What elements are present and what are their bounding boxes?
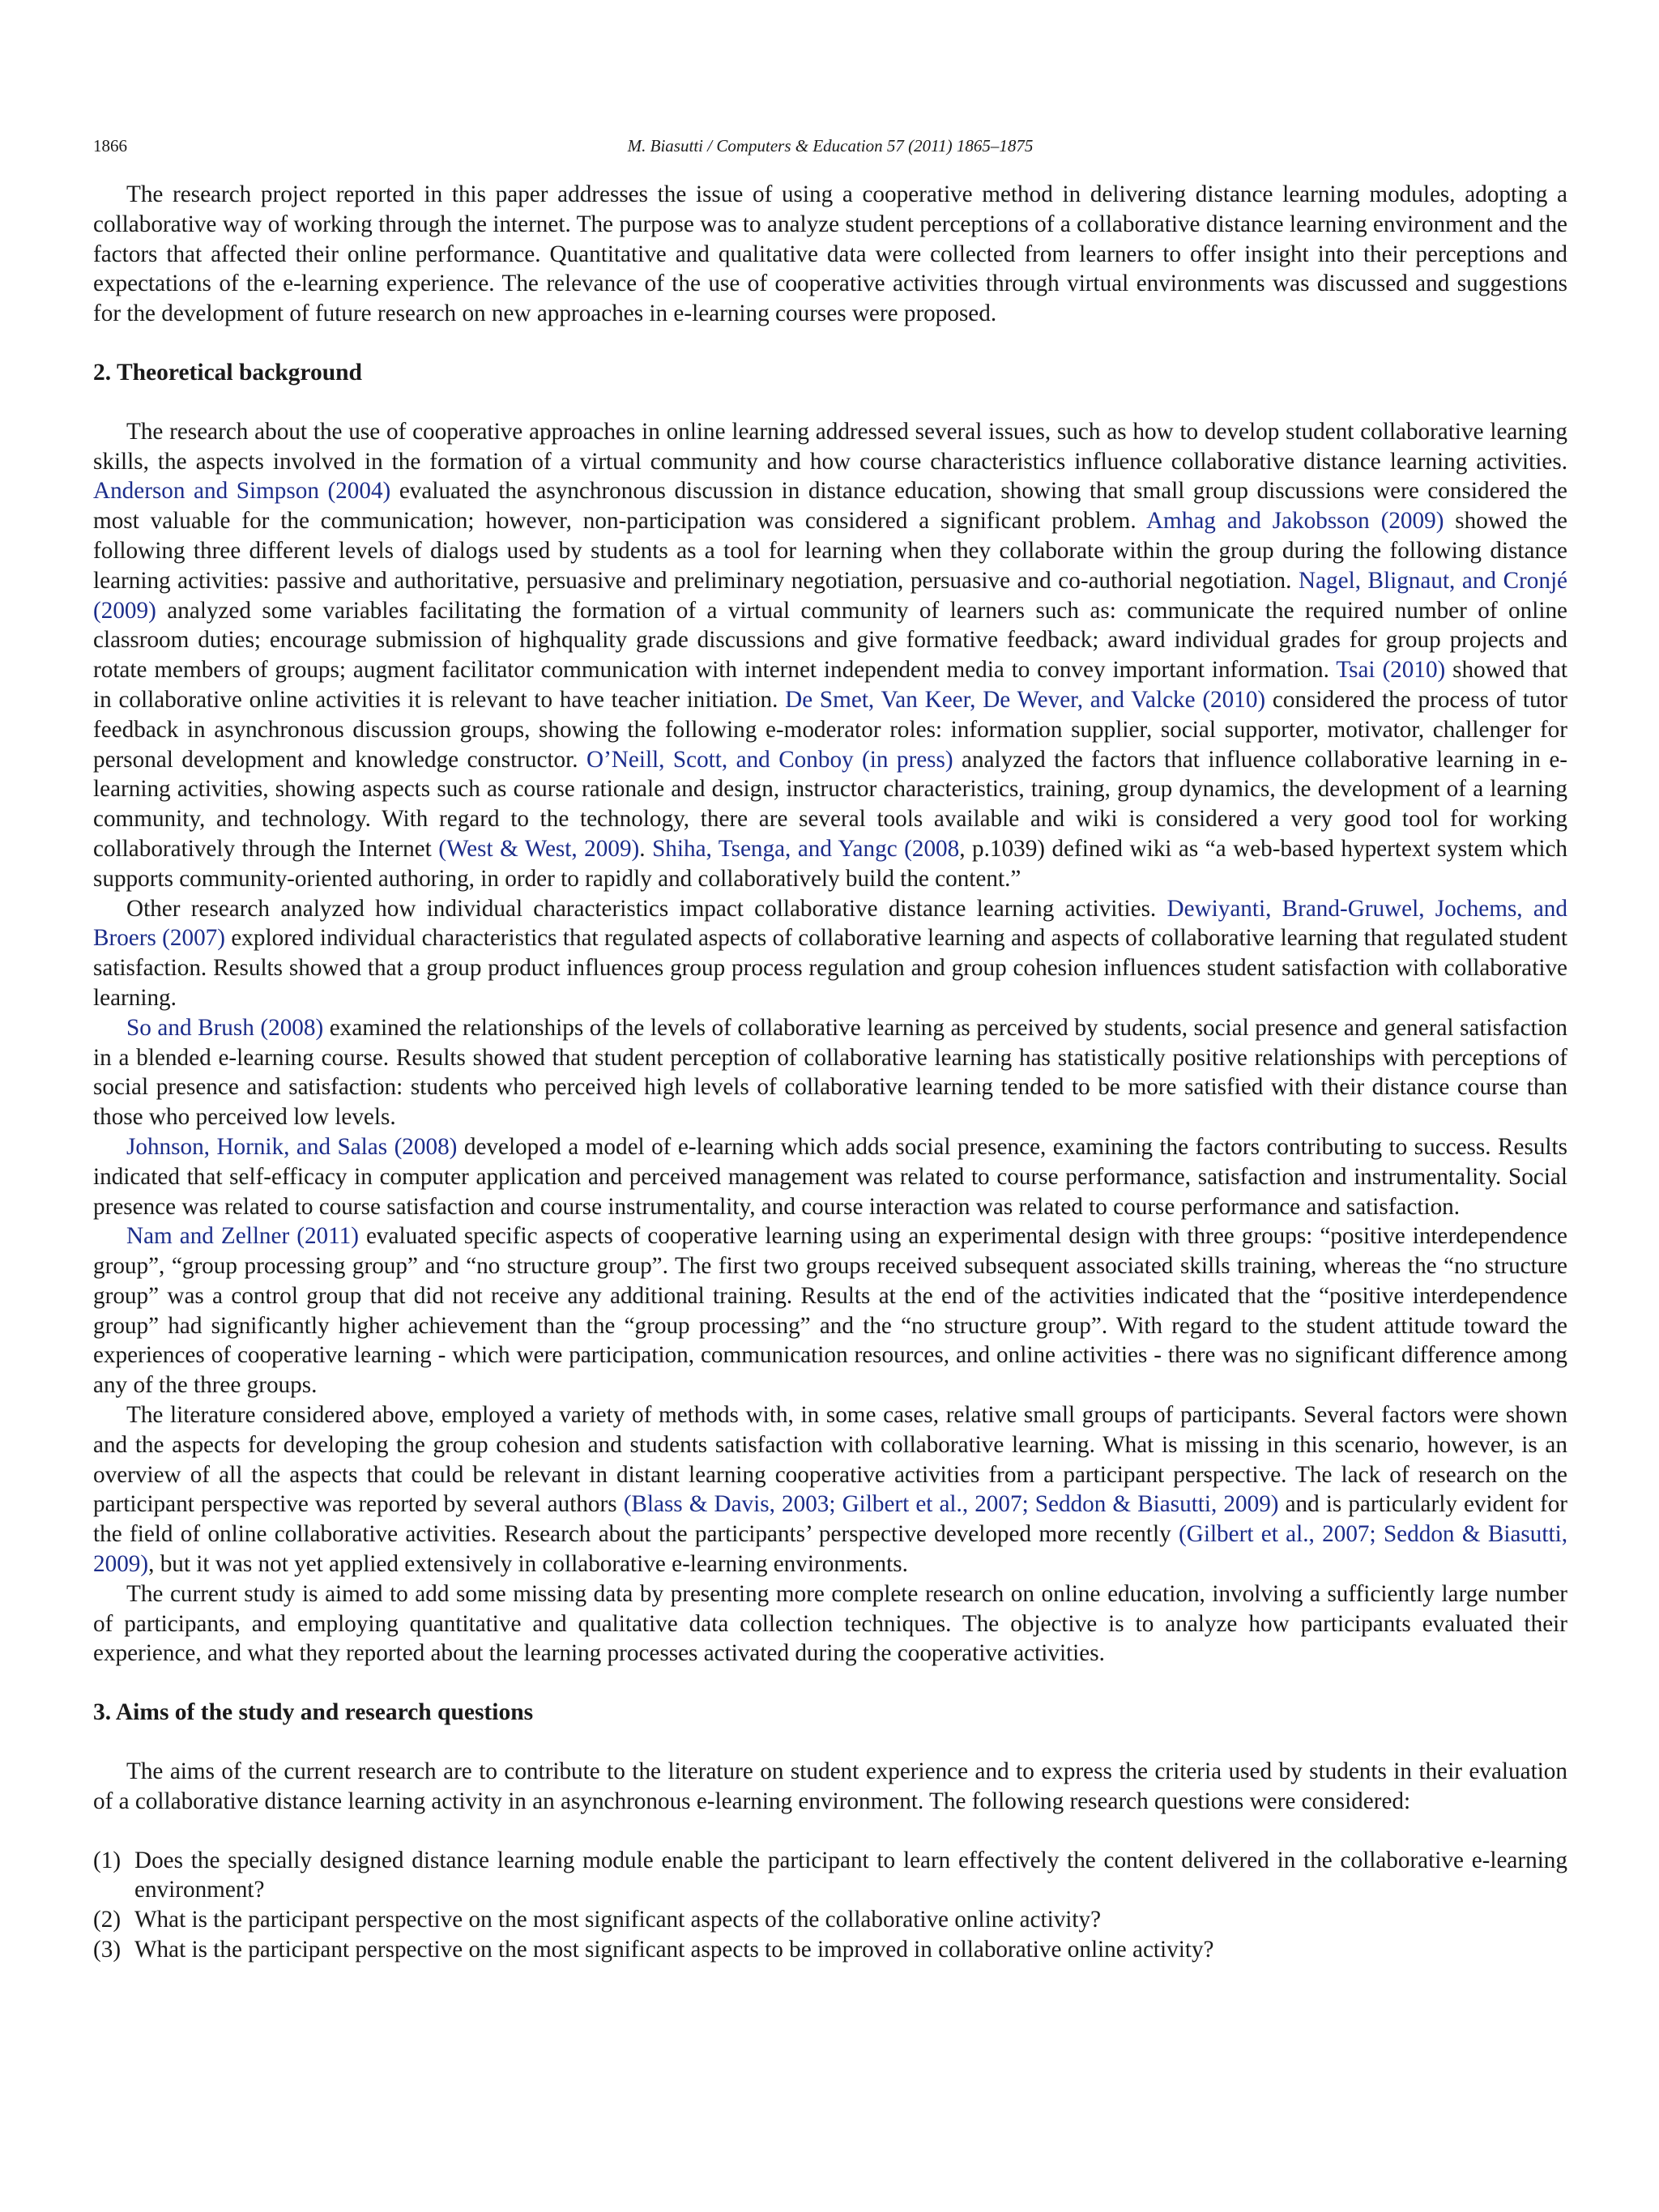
page-number: 1866	[93, 136, 127, 156]
paragraph-text: Other research analyzed how individual characteristics impact collaborative distance learning activities.	[126, 895, 1167, 922]
citation-link[interactable]: Dewiyanti, Brand-Gruwel, Jochems, and Broers (2007)	[93, 895, 1567, 952]
section-heading-theoretical-background: 2. Theoretical background	[93, 359, 362, 386]
citation-link[interactable]: Amhag and Jakobsson (2009)	[1145, 508, 1444, 535]
running-head: M. Biasutti / Computers & Education 57 (2011) 1865–1875	[627, 136, 1034, 156]
theory-paragraph-3	[93, 1013, 1567, 1132]
theory-paragraph-4	[93, 1132, 1567, 1221]
question-text: Does the specially designed distance learning module enable the participant to learn effectively the content delivered in the collaborative e-learning environment?	[134, 1847, 1567, 1903]
theory-paragraph-2	[93, 894, 1567, 1013]
article-body	[93, 180, 1567, 1965]
paragraph-text: The research about the use of cooperative approaches in online learning addressed several issues, such as how to develop student collaborative learning skills, the aspects involved in the formation of a virtual community and how course characteristics influence collaborative distance learning activities.	[93, 418, 1567, 475]
question-text: What is the participant perspective on the most significant aspects to be improved in collaborative online activity?	[134, 1937, 1214, 1963]
paragraph-text: The literature considered above, employed a variety of methods with, in some cases, relative small groups of participants. Several factors were shown and the aspects for developing the group cohesion and students satisfaction with collaborative learning. What is missing in this scenario, however, is an overview of all the aspects that could be relevant in distant learning cooperative activities from a participant perspective. The lack of research on the participant perspective was reported by several authors	[93, 1402, 1567, 1518]
paragraph-text: showed that in collaborative online activities it is relevant to have teacher initiation.	[93, 657, 1568, 713]
question-text: What is the participant perspective on the most significant aspects of the collaborative online activity?	[134, 1907, 1102, 1933]
citation-link[interactable]: Nam and Zellner (2011)	[126, 1223, 359, 1250]
citation-link[interactable]: (Gilbert et al., 2007; Seddon & Biasutti, 2009)	[93, 1521, 1567, 1578]
paragraph-text: considered the process of tutor feedback in asynchronous discussion groups, showing the following e-moderator roles: information supplier, social supporter, motivator, challenger for personal development and knowledge constructor.	[93, 686, 1568, 773]
paragraph-text: .	[639, 835, 653, 862]
theory-paragraph-1	[93, 417, 1567, 894]
paragraph-text: explored individual characteristics that regulated aspects of collaborative learning and aspects of collaborative learning that regulated student satisfaction. Results showed that a group product influences group process regulation and group cohesion influences student satisfaction with collaborative learning.	[93, 925, 1567, 1011]
aims-paragraph: The aims of the current research are to contribute to the literature on student experience and to express the criteria used by students in their evaluation of a collaborative distance learning activity in an asynchronous e-learning environment. The following research questions were considered:	[93, 1758, 1567, 1814]
citation-link[interactable]: Shiha, Tsenga, and Yangc (2008	[652, 835, 960, 862]
citation-link[interactable]: So and Brush (2008)	[126, 1014, 324, 1041]
paragraph-text: examined the relationships of the levels of collaborative learning as perceived by students, social presence and general satisfaction in a blended e-learning course. Results showed that student perception of collaborative learning has statistically positive relationships with perceptions of social presence and satisfaction: students who perceived high levels of collaborative learning tended to be more satisfied with their distance course than those who perceived low levels.	[93, 1014, 1567, 1131]
paragraph-text: , p.1039) defined wiki as “a web-based hypertext system which supports community-oriented authoring, in order to rapidly and collaboratively build the content.”	[93, 835, 1568, 892]
research-question	[93, 1905, 1567, 1935]
page-header	[93, 132, 1567, 160]
theory-paragraph-5	[93, 1221, 1567, 1400]
theory-paragraph-6	[93, 1400, 1567, 1579]
citation-link[interactable]: Johnson, Hornik, and Salas (2008)	[126, 1133, 458, 1160]
research-questions-list	[93, 1846, 1567, 1965]
paragraph-text: showed the following three different levels of dialogs used by students as a tool for learning when they collaborate within the group during the following distance learning activities: passive and authoritative, persuasive and preliminary negotiation, persuasive and co-authorial negotiation.	[93, 508, 1567, 594]
citation-link[interactable]: Anderson and Simpson (2004)	[93, 478, 391, 505]
paragraph-text: and is particularly evident for the field of online collaborative activities. Research about the participants’ perspective developed more recently	[93, 1491, 1568, 1548]
paragraph-text: evaluated specific aspects of cooperative learning using an experimental design with three groups: “positive interdependence group”, “group processing group” and “no structure group”. The first two groups received subsequent associated skills training, whereas the “no structure group” was a control group that did not receive any additional training. Results at the end of the activities indicated that the “positive interdependence group” had significantly higher achievement than the “group processing” and the “no structure group”. With regard to the student attitude toward the experiences of cooperative learning - which were participation, communication resources, and online activities - there was no significant difference among any of the three groups.	[93, 1223, 1567, 1399]
paragraph-text: analyzed the factors that influence collaborative learning in e-learning activities, showing aspects such as course rationale and design, instructor characteristics, training, group dynamics, the development of a learning community, and technology. With regard to the technology, there are several tools available and wiki is considered a very good tool for working collaboratively through the Internet	[93, 746, 1567, 862]
paragraph-text: developed a model of e-learning which adds social presence, examining the factors contributing to success. Results indicated that self-efficacy in computer application and perceived management was related to course performance, satisfaction and instrumentality. Social presence was related to course satisfaction and course instrumentality, and course interaction was related to course performance and satisfaction.	[93, 1133, 1567, 1220]
citation-link[interactable]: De Smet, Van Keer, De Wever, and Valcke (2010)	[785, 686, 1266, 713]
paragraph-text: analyzed some variables facilitating the formation of a virtual community of learners such as: communicate the required number of online classroom duties; encourage submission of highquality grade discussions and give formative feedback; award individual grades for group projects and rotate members of groups; augment facilitator communication with internet independent media to convey important information.	[93, 597, 1567, 684]
question-number: (2)	[93, 1907, 122, 1933]
paragraph-text: evaluated the asynchronous discussion in distance education, showing that small group discussions were considered the most valuable for the communication; however, non-participation was considered a significant problem.	[93, 478, 1567, 535]
intro-paragraph: The research project reported in this paper addresses the issue of using a cooperative method in delivering distance learning modules, adopting a collaborative way of working through the internet. The purpose was to analyze student perceptions of a collaborative distance learning environment and the factors that affected their online performance. Quantitative and qualitative data were collected from learners to offer insight into their perceptions and expectations of the e-learning experience. The relevance of the use of cooperative activities through virtual environments was discussed and suggestions for the development of future research on new approaches in e-learning courses were proposed.	[93, 181, 1567, 327]
citation-link[interactable]: (Blass & Davis, 2003; Gilbert et al., 2007; Seddon & Biasutti, 2009)	[623, 1491, 1279, 1518]
paragraph-text: , but it was not yet applied extensively in collaborative e-learning environments.	[148, 1551, 908, 1578]
research-question	[93, 1846, 1567, 1906]
section-heading-aims: 3. Aims of the study and research questions	[93, 1699, 534, 1726]
citation-link[interactable]: (West & West, 2009)	[438, 835, 640, 862]
theory-paragraph-7: The current study is aimed to add some missing data by presenting more complete research on online education, involving a sufficiently large number of participants, and employing quantitative and qualitative data collection techniques. The objective is to analyze how participants evaluated their experience, and what they reported about the learning processes activated during the cooperative activities.	[93, 1580, 1567, 1667]
question-number: (3)	[93, 1937, 122, 1963]
research-question	[93, 1935, 1567, 1965]
citation-link[interactable]: O’Neill, Scott, and Conboy (in press)	[586, 746, 953, 773]
citation-link[interactable]: Nagel, Blignaut, and Cronjé (2009)	[93, 567, 1568, 624]
question-number: (1)	[93, 1847, 122, 1873]
citation-link[interactable]: Tsai (2010)	[1336, 657, 1446, 684]
